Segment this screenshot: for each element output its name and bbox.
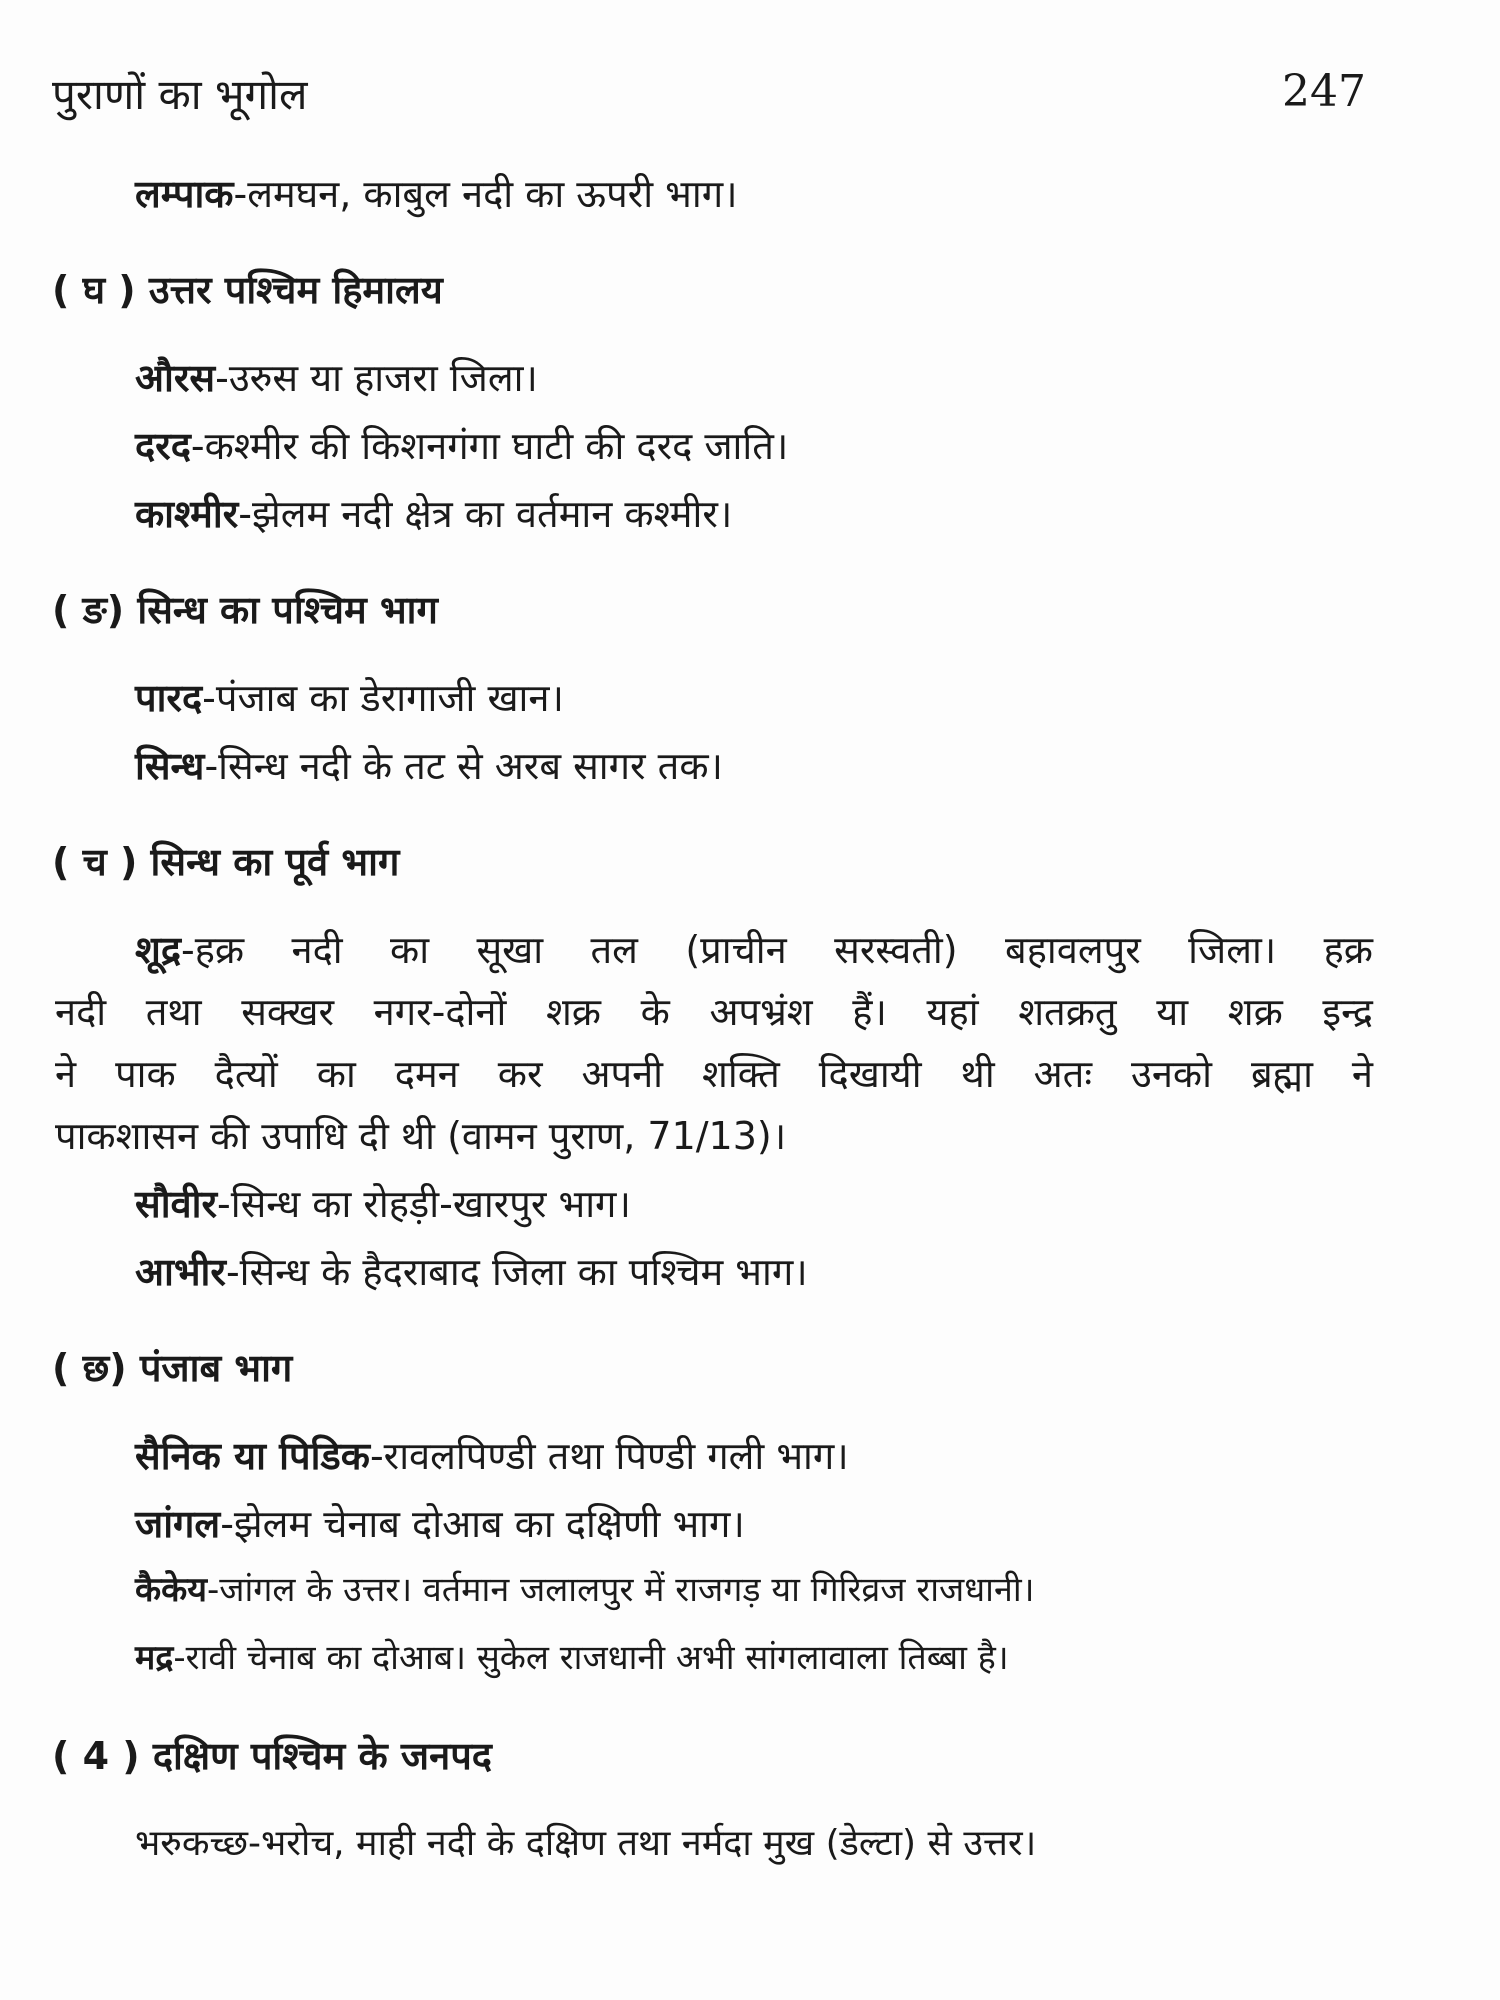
entry-term: मद्र [135,1638,174,1678]
page-number: 247 [1282,66,1366,117]
entry-term: पारद [135,676,203,720]
entry-sauvir [135,1182,631,1228]
entry-term: आभीर [135,1250,226,1294]
entry-auras [135,356,538,402]
entry-term: सिन्ध [135,744,205,788]
entry-text: -सिन्ध का रोहड़ी-खारपुर भाग। [217,1182,631,1226]
entry-term: सैनिक या पिडिक [135,1434,370,1478]
section-heading-nga: ( ङ) सिन्ध का पश्चिम भाग [52,588,438,632]
entry-parad [135,676,564,722]
entry-text: -झेलम नदी क्षेत्र का वर्तमान कश्मीर। [238,492,733,536]
entry-text: -पंजाब का डेरागाजी खान। [202,676,564,720]
entry-shudra-line4: पाकशासन की उपाधि दी थी (वामन पुराण, 71/13)। [55,1114,787,1158]
entry-text: -कश्मीर की किशनगंगा घाटी की दरद जाति। [190,424,789,468]
entry-term: सौवीर [135,1182,218,1226]
entry-madra [135,1638,1009,1679]
entry-text: -लमघन, काबुल नदी का ऊपरी भाग। [233,172,738,216]
entry-term: शूद्र [135,928,182,972]
entry-shudra-line1 [135,928,1373,974]
entry-text: -जांगल के उत्तर। वर्तमान जलालपुर में राजगड़ या गिरिव्रज राजधानी। [206,1570,1035,1610]
section-heading-chha: ( छ) पंजाब भाग [52,1346,293,1390]
entry-text: -रावलपिण्डी तथा पिण्डी गली भाग। [369,1434,849,1478]
entry-sindh [135,744,723,790]
entry-text: -सिन्ध के हैदराबाद जिला का पश्चिम भाग। [225,1250,808,1294]
entry-text: -हक्र नदी का सूखा तल (प्राचीन सरस्वती) बहावलपुर जिला। हक्र [181,928,1373,972]
entry-term: औरस [135,356,216,400]
entry-text: -उरुस या हाजरा जिला। [215,356,538,400]
entry-darad [135,424,788,470]
entry-text: -झेलम चेनाब दोआब का दक्षिणी भाग। [220,1502,745,1546]
section-heading-4: ( 4 ) दक्षिण पश्चिम के जनपद [52,1734,492,1778]
entry-shudra-line3: ने पाक दैत्यों का दमन कर अपनी शक्ति दिखायी थी अतः उनको ब्रह्मा ने [55,1052,1373,1096]
entry-abhir [135,1250,808,1296]
entry-shudra-line2: नदी तथा सक्खर नगर-दोनों शक्र के अपभ्रंश हैं। यहां शतक्रतु या शक्र इन्द्र [55,990,1373,1034]
entry-text: -रावी चेनाब का दोआब। सुकेल राजधानी अभी सांगलावाला तिब्बा है। [173,1638,1009,1678]
entry-term: दरद [135,424,191,468]
entry-term: लम्पाक [135,172,234,216]
entry-term: काश्मीर [135,492,239,536]
entry-jangal [135,1502,745,1548]
entry-term: कैकेय [135,1570,207,1610]
entry-kaikey [135,1570,1035,1611]
section-heading-cha: ( च ) सिन्ध का पूर्व भाग [52,840,400,884]
entry-bharukachchh: भरुकच्छ-भरोच, माही नदी के दक्षिण तथा नर्मदा मुख (डेल्टा) से उत्तर। [135,1823,1037,1864]
entry-term: जांगल [135,1502,221,1546]
entry-text: -सिन्ध नदी के तट से अरब सागर तक। [204,744,723,788]
running-title: पुराणों का भूगोल [52,70,308,119]
section-heading-gha: ( घ ) उत्तर पश्चिम हिमालय [52,268,443,312]
entry-kashmir [135,492,732,538]
entry-sainik [135,1434,849,1480]
entry-lampak [135,172,738,218]
